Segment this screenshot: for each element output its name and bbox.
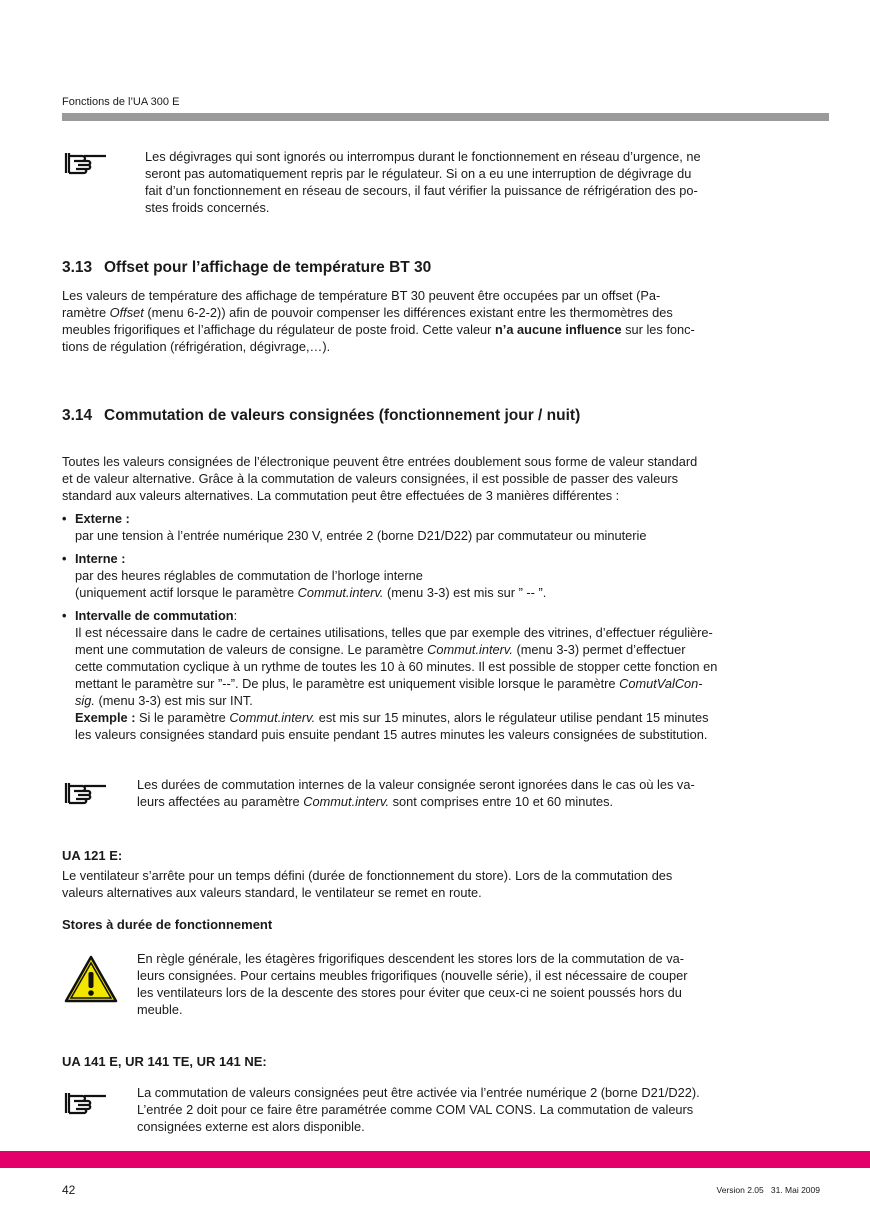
text: seront pas automatiquement repris par le régulateur. Si on a eu une interruption de dégivrage du: [145, 166, 692, 181]
text-line: [75, 692, 830, 709]
subheading-stores: Stores à durée de fonctionnement: [62, 917, 273, 932]
footer-accent-bar: [0, 1151, 870, 1168]
text-line: [137, 1101, 830, 1118]
text-line: [137, 1118, 830, 1135]
text-line: [62, 338, 830, 355]
section-3-14-intro: [62, 453, 830, 504]
text: stes froids concernés.: [145, 200, 270, 215]
text-line: [62, 487, 830, 504]
bullet-suffix: :: [233, 608, 238, 623]
text: La commutation de valeurs consignées peut être activée via l’entrée numérique 2 (borne D21/D22).: [137, 1085, 700, 1100]
parameter-name: Commut.interv.: [229, 710, 316, 725]
emphasis: n’a aucune influence: [494, 322, 622, 337]
note-emergency-defrost: [145, 148, 830, 216]
parameter-name: sig.: [75, 693, 95, 708]
parameter-name: Commut.interv.: [303, 794, 390, 809]
section-number: 3.14: [62, 407, 93, 424]
text-line: [75, 584, 830, 601]
text: par une tension à l’entrée numérique 230 V, entrée 2 (borne D21/D22) par commutateur ou minuterie: [75, 528, 647, 543]
bullet-intervalle: • Intervalle de commutation: Il est nécessaire dans le cadre de certaines utilisations, telles que par exemple des vitrines, d’effectuer régulière- ment une commutation de valeurs de consigne. Le paramètre Commut.interv. (menu 3-3) permet d’effectuer cette commutation cyclique à un rythme de toutes les 10 à 60 minutes. Il est possible de stopper cette fonction en mettant le paramètre sur ”--”. De plus, le paramètre est uniquement visible lorsque le paramètre ComutValCon- sig. (menu 3-3) est mis sur INT. Exemple : Si le paramètre Commut.interv. est mis sur 15 minutes, alors le régulateur utilise pendant 15 minutes les valeurs consignées standard puis ensuite pendant 15 autres minutes les valeurs consignées de substitution.: [62, 607, 830, 743]
text: meubles frigorifiques et l’affichage du régulateur de poste froid. Cette valeur: [62, 322, 495, 337]
bullet-body: [62, 527, 830, 544]
bullet-interne: • Interne : par des heures réglables de commutation de l’horloge interne (uniquement actif lorsque le paramètre Commut.interv. (menu 3-3) est mis sur ” -- ”.: [62, 550, 830, 601]
text-line: [75, 624, 830, 641]
text: ramètre: [62, 305, 110, 320]
bullet-body: [62, 567, 830, 601]
text: (menu 6-2-2)) afin de pouvoir compenser les différences existant entre les thermomètres des: [143, 305, 673, 320]
text: Les dégivrages qui sont ignorés ou interrompus durant le fonctionnement en réseau d’urgence, ne: [145, 149, 701, 164]
text-line: [75, 527, 830, 544]
text: L’entrée 2 doit pour ce faire être paramétrée comme COM VAL CONS. La commutation de valeurs: [137, 1102, 694, 1117]
header-rule: [62, 113, 829, 121]
pointing-hand-icon: [64, 1090, 110, 1116]
parameter-name: Offset: [109, 305, 144, 320]
text-line: [137, 950, 830, 967]
text: sur les fonc-: [621, 322, 695, 337]
text-line: [62, 884, 830, 901]
text-line: [137, 776, 830, 793]
subheading-ua141: UA 141 E, UR 141 TE, UR 141 NE:: [62, 1054, 267, 1069]
text: consignées externe est alors disponible.: [137, 1119, 365, 1134]
text: meuble.: [137, 1002, 183, 1017]
text-line: [75, 675, 830, 692]
parameter-name: Commut.interv.: [427, 642, 513, 657]
version-date: Version 2.05 31. Mai 2009: [716, 1185, 820, 1195]
text: (menu 3-3) est mis sur INT.: [94, 693, 253, 708]
bullet-title: Intervalle de commutation: [75, 608, 234, 623]
text-line: [145, 182, 830, 199]
text: fait d’un fonctionnement en réseau de secours, il faut vérifier la puissance de réfrigération des po-: [145, 183, 698, 198]
page-number: 42: [62, 1183, 76, 1197]
text: par des heures réglables de commutation de l’horloge interne: [75, 568, 423, 583]
text: cette commutation cyclique à un rythme de toutes les 10 à 60 minutes. Il est possible de stopper cette fonction en: [75, 659, 718, 674]
text-line: [137, 1084, 830, 1101]
text-line: [75, 641, 830, 658]
text-line: [137, 984, 830, 1001]
note-commutation-interv: [137, 776, 830, 810]
parameter-name: ComutValCon-: [619, 676, 703, 691]
section-title: Offset pour l’affichage de température BT 30: [104, 259, 432, 276]
text-line: [145, 148, 830, 165]
warning-icon: [63, 954, 119, 1004]
text-line: [75, 658, 830, 675]
bullet-title: Interne :: [75, 551, 126, 566]
ua141-body: [137, 1084, 830, 1135]
text: Il est nécessaire dans le cadre de certaines utilisations, telles que par exemple des vitrines, d’effectuer régulière-: [75, 625, 713, 640]
ua121-body: [62, 867, 830, 901]
text-line: [137, 967, 830, 984]
bullet-title: Externe :: [75, 511, 130, 526]
text-line: [62, 287, 830, 304]
section-number: 3.13: [62, 259, 93, 276]
parameter-name: Commut.interv.: [297, 585, 384, 600]
text: Les valeurs de température des affichage de température BT 30 peuvent être occupées par un offset (Pa-: [62, 288, 661, 303]
bullet-externe: • Externe : par une tension à l’entrée numérique 230 V, entrée 2 (borne D21/D22) par commutateur ou minuterie: [62, 510, 830, 544]
text-line: [62, 453, 830, 470]
pointing-hand-icon: [64, 150, 110, 176]
text-line: [62, 867, 830, 884]
text-line: [75, 567, 830, 584]
text: Si le paramètre: [135, 710, 230, 725]
section-title: Commutation de valeurs consignées (fonctionnement jour / nuit): [104, 407, 581, 424]
text: valeurs alternatives aux valeurs standard, le ventilateur se remet en route.: [62, 885, 482, 900]
text: (menu 3-3) permet d’effectuer: [512, 642, 686, 657]
text-line: [145, 199, 830, 216]
text: et de valeur alternative. Grâce à la commutation de valeurs consignées, il est possible de passer des valeurs: [62, 471, 679, 486]
text: tions de régulation (réfrigération, dégivrage,…).: [62, 339, 331, 354]
text: (uniquement actif lorsque le paramètre: [75, 585, 298, 600]
text-line: [75, 726, 830, 743]
section-heading-3-14: [62, 407, 830, 425]
text-line: [137, 793, 830, 810]
text-line: [62, 470, 830, 487]
text-line: [62, 304, 830, 321]
text: leurs affectées au paramètre: [137, 794, 304, 809]
text: mettant le paramètre sur ”--”. De plus, le paramètre est uniquement visible lorsque le paramètre: [75, 676, 620, 691]
text: sont comprises entre 10 et 60 minutes.: [389, 794, 614, 809]
text-line: [75, 709, 830, 726]
text: Les durées de commutation internes de la valeur consignée seront ignorées dans le cas où les va-: [137, 777, 695, 792]
bullet-body: [62, 624, 830, 743]
text: (menu 3-3) est mis sur ” -- ”.: [383, 585, 547, 600]
text: En règle générale, les étagères frigorifiques descendent les stores lors de la commutation de va-: [137, 951, 685, 966]
running-header: Fonctions de l’UA 300 E: [62, 96, 180, 108]
text: Toutes les valeurs consignées de l’électronique peuvent être entrées doublement sous forme de valeur standard: [62, 454, 698, 469]
emphasis: Exemple :: [75, 710, 136, 725]
text-line: [62, 321, 830, 338]
text-line: [145, 165, 830, 182]
text: les ventilateurs lors de la descente des stores pour éviter que ceux-ci ne soient poussés hors du: [137, 985, 682, 1000]
text: les valeurs consignées standard puis ensuite pendant 15 autres minutes les valeurs consignées de substitution.: [75, 727, 708, 742]
text-line: [137, 1001, 830, 1018]
pointing-hand-icon: [64, 780, 110, 806]
stores-body: [137, 950, 830, 1018]
text: est mis sur 15 minutes, alors le régulateur utilise pendant 15 minutes: [315, 710, 709, 725]
text: standard aux valeurs alternatives. La commutation peut être effectuées de 3 manières différentes :: [62, 488, 620, 503]
text: leurs consignées. Pour certains meubles frigorifiques (nouvelle série), il est nécessaire de couper: [137, 968, 688, 983]
text: ment une commutation de valeurs de consigne. Le paramètre: [75, 642, 428, 657]
subheading-ua121: UA 121 E:: [62, 848, 123, 863]
section-heading-3-13: [62, 259, 830, 277]
section-3-13-body: [62, 287, 830, 355]
text: Le ventilateur s’arrête pour un temps défini (durée de fonctionnement du store). Lors de la commutation des: [62, 868, 673, 883]
